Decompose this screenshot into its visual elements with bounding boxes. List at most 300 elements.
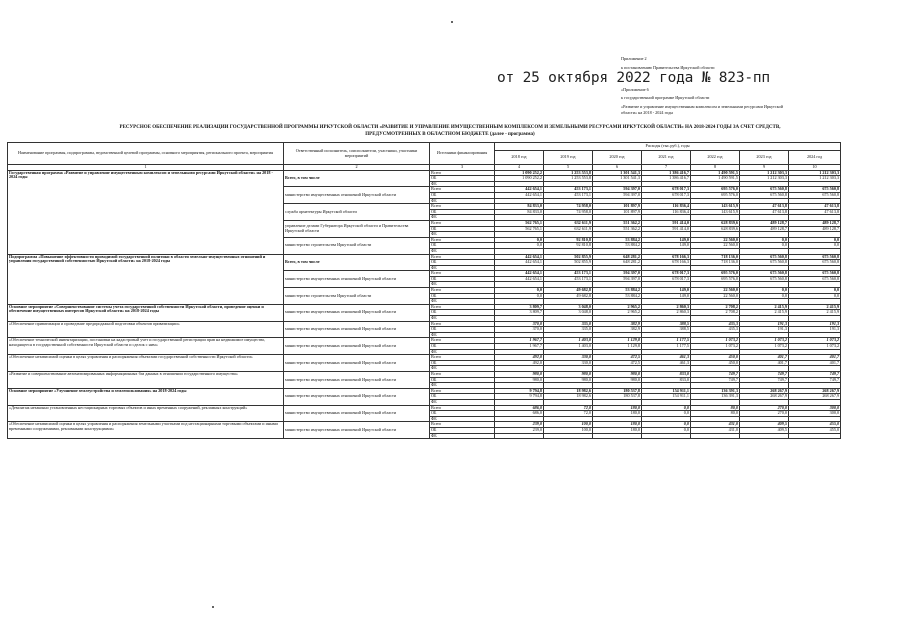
amount-cell: 191,3	[789, 321, 841, 327]
amount-cell: 442 654,1	[495, 187, 544, 193]
amount-cell: 268 267,9	[740, 394, 789, 400]
program-name-cell: Основное мероприятие «Совершенствование системы учета государственной собственности Иркутской области, проведение оценки и обеспечение имущественных интересов Иркутской области» на 2018-2024 годы	[8, 304, 284, 321]
amount-cell: 0,0	[642, 405, 691, 411]
amount-cell: 492,0	[495, 360, 544, 366]
amount-cell: 49 682,8	[544, 293, 593, 299]
amount-cell: 80,0	[691, 405, 740, 411]
amount-cell: 1 386 416,7	[642, 170, 691, 176]
program-name-cell: «Развитие и совершенствование автоматизированных информационных баз данных в отношении государственного имущества»	[8, 371, 284, 388]
resource-table	[7, 142, 841, 439]
executor-cell: министерство имущественных отношений Иркутской области	[284, 187, 430, 204]
amount-cell: 149,0	[642, 237, 691, 243]
amount-cell: 80,0	[691, 411, 740, 417]
executor-cell: Всего, в том числе	[284, 254, 430, 271]
amount-cell	[544, 433, 593, 439]
amount-cell: 149,0	[642, 293, 691, 299]
amount-cell: 628 839,6	[691, 226, 740, 232]
amount-cell: 442 654,1	[495, 254, 544, 260]
amount-cell: 143 615,9	[691, 204, 740, 210]
amount-cell: 833,0	[642, 371, 691, 377]
source-cell: ОБ	[430, 394, 495, 400]
amount-cell: 453 173,1	[544, 187, 593, 193]
amount-cell: 718 136,0	[691, 254, 740, 260]
source-cell: ОБ	[430, 377, 495, 383]
amount-cell: 2 965,2	[593, 304, 642, 310]
amount-cell: 442 654,1	[495, 260, 544, 266]
program-name-cell: Подпрограмма «Повышение эффективности проводимой государственной политики в области земельно-имущественных отношений и управления государственной собственностью Иркутской области» на 2018-2024 годы	[8, 254, 284, 304]
amount-cell: 2 415,9	[740, 304, 789, 310]
column-number: 4	[495, 165, 544, 171]
amount-cell: 1 073,2	[740, 344, 789, 350]
amount-cell: 0,0	[642, 422, 691, 428]
executor-cell: министерство имущественных отношений Иркутской области	[284, 321, 430, 338]
executor-cell: Всего, в том числе	[284, 170, 430, 187]
amount-cell: 268 267,9	[740, 388, 789, 394]
amount-cell: 1 253 553,8	[544, 170, 593, 176]
amount-cell: 1 253 553,8	[544, 176, 593, 182]
amount-cell: 718 136,0	[691, 260, 740, 266]
program-name-cell: «Обеспечение технической инвентаризации, постановки на кадастровый учет и государственной регистрации прав на недвижимое имущество, находящееся в государственной собственности Иркутской области и сделок с ним»	[8, 338, 284, 355]
source-cell: Всего	[430, 254, 495, 260]
source-cell: ФБ	[430, 332, 495, 338]
executor-cell: министерство имущественных отношений Иркутской области	[284, 405, 430, 422]
amount-cell: 551 362,2	[593, 226, 642, 232]
amount-cell: 300,0	[789, 411, 841, 417]
amount-cell: 3 048,0	[544, 310, 593, 316]
amount-cell: 628 839,6	[691, 220, 740, 226]
amount-cell: 695 576,0	[691, 187, 740, 193]
amount-cell: 678 166,3	[642, 260, 691, 266]
program-name-line1: «Развитие и управление имущественным комплексом и земельными ресурсами Иркутской	[621, 104, 783, 109]
amount-cell: 53 884,2	[593, 243, 642, 249]
amount-cell: 2 415,9	[740, 310, 789, 316]
amount-cell: 382,9	[593, 321, 642, 327]
source-cell: ОБ	[430, 360, 495, 366]
year-header: 2024 год	[789, 151, 841, 165]
amount-cell: 1 301 541,3	[593, 176, 642, 182]
amount-cell: 1 129,8	[593, 344, 642, 350]
amount-cell	[593, 433, 642, 439]
amount-cell: 191,3	[789, 327, 841, 333]
amount-cell: 401,7	[740, 355, 789, 361]
amount-cell: 980,0	[495, 371, 544, 377]
amount-cell: 1 177,5	[642, 338, 691, 344]
amount-cell: 1 073,2	[691, 338, 740, 344]
amount-cell: 22 560,0	[691, 293, 740, 299]
col-header-source: Источники финансирования	[430, 143, 495, 165]
amount-cell: 833,0	[642, 377, 691, 383]
source-cell: Всего	[430, 237, 495, 243]
column-number: 10	[789, 165, 841, 171]
source-cell: ОБ	[430, 226, 495, 232]
amount-cell: 180,0	[593, 411, 642, 417]
source-cell: ФБ	[430, 366, 495, 372]
source-cell: Всего	[430, 371, 495, 377]
amount-cell: 116 836,4	[642, 204, 691, 210]
amount-cell: 335,0	[544, 321, 593, 327]
amount-cell: 594 397,0	[593, 271, 642, 277]
amount-cell: 401,7	[740, 360, 789, 366]
amount-cell: 3 809,7	[495, 304, 544, 310]
amount-cell: 72,0	[544, 411, 593, 417]
executor-cell: министерство имущественных отношений Иркутской области	[284, 422, 430, 439]
amount-cell: 1 212 303,3	[789, 176, 841, 182]
amount-cell: 435,3	[691, 321, 740, 327]
amount-cell: 749,7	[740, 371, 789, 377]
document-title	[30, 124, 870, 138]
amount-cell: 2 860,3	[642, 310, 691, 316]
amount-cell: 401,7	[789, 360, 841, 366]
amount-cell: 0,0	[740, 243, 789, 249]
amount-cell: 180 537,8	[593, 388, 642, 394]
amount-cell: 270,0	[740, 405, 789, 411]
amount-cell: 489 128,7	[740, 220, 789, 226]
amount-cell: 1 967,7	[495, 338, 544, 344]
amount-cell: 388,5	[642, 321, 691, 327]
scan-speck	[212, 606, 214, 608]
amount-cell: 1 073,2	[789, 338, 841, 344]
column-number: 7	[642, 165, 691, 171]
amount-cell: 191,3	[740, 321, 789, 327]
source-cell: Всего	[430, 405, 495, 411]
amount-cell: 239,0	[495, 427, 544, 433]
source-cell: ФБ	[430, 416, 495, 422]
source-cell: Всего	[430, 422, 495, 428]
amount-cell: 1 073,2	[691, 344, 740, 350]
amount-cell: 749,7	[740, 377, 789, 383]
amount-cell: 47 613,8	[740, 204, 789, 210]
amount-cell: 143 615,9	[691, 209, 740, 215]
amount-cell: 2 415,9	[789, 310, 841, 316]
amount-cell: 695 576,0	[691, 276, 740, 282]
executor-cell: служба архитектуры Иркутской области	[284, 204, 430, 221]
amount-cell: 47 613,8	[789, 204, 841, 210]
amount-cell: 648 281,2	[593, 254, 642, 260]
amount-cell: 1 177,5	[642, 344, 691, 350]
amount-cell: 9 794,8	[495, 388, 544, 394]
amount-cell: 453 173,1	[544, 192, 593, 198]
amount-cell: 330,0	[544, 360, 593, 366]
amount-cell: 180,0	[593, 405, 642, 411]
program-ref-label: к государственной программе Иркутской области	[621, 95, 710, 100]
amount-cell: 268 267,9	[789, 394, 841, 400]
amount-cell: 2 415,9	[789, 304, 841, 310]
source-cell: ФБ	[430, 282, 495, 288]
amount-cell: 1 490 591,5	[691, 176, 740, 182]
source-cell: ФБ	[430, 265, 495, 271]
col-header-expenses: Расходы (тыс.руб.), годы	[495, 143, 841, 151]
amount-cell: 180 537,8	[593, 394, 642, 400]
amount-cell: 0,0	[789, 288, 841, 294]
amount-cell: 47 613,8	[740, 209, 789, 215]
source-cell: ОБ	[430, 192, 495, 198]
amount-cell	[691, 433, 740, 439]
year-header: 2021 год	[642, 151, 691, 165]
amount-cell: 0,0	[495, 243, 544, 249]
program-name-cell: «Обеспечение независимой оценки в целях управления и распоряжения земельными участками под нестационарными торговыми объектами и иными временными сооружениями, рекламными конструкциями»	[8, 422, 284, 439]
source-cell: Всего	[430, 304, 495, 310]
amount-cell: 675 560,8	[740, 254, 789, 260]
amount-cell: 92 810,8	[544, 243, 593, 249]
amount-cell: 686,0	[495, 405, 544, 411]
amount-cell	[740, 433, 789, 439]
year-header: 2018 год	[495, 151, 544, 165]
amount-cell: 84 833,0	[495, 204, 544, 210]
amount-cell: 149,0	[642, 288, 691, 294]
amount-cell: 74 958,0	[544, 209, 593, 215]
source-cell: ОБ	[430, 243, 495, 249]
amount-cell: 678 017,3	[642, 271, 691, 277]
amount-cell: 154 911,1	[642, 394, 691, 400]
column-number: 9	[740, 165, 789, 171]
program-name-cell: «Обеспечение приватизации и проведение предпродажной подготовки объектов приватизации»	[8, 321, 284, 338]
source-cell: ФБ	[430, 198, 495, 204]
amount-cell: 648 281,2	[593, 260, 642, 266]
amount-cell: 370,0	[495, 321, 544, 327]
amount-cell: 562 765,1	[495, 220, 544, 226]
amount-cell: 370,0	[495, 327, 544, 333]
amount-cell: 1 490 591,5	[691, 170, 740, 176]
amount-cell: 489 128,7	[740, 226, 789, 232]
amount-cell: 0,0	[740, 288, 789, 294]
amount-cell: 455,0	[789, 422, 841, 428]
amount-cell: 442 654,1	[495, 276, 544, 282]
column-number: 2	[284, 165, 430, 171]
amount-cell: 0,0	[740, 237, 789, 243]
amount-cell: 551 362,2	[593, 220, 642, 226]
source-cell: ОБ	[430, 260, 495, 266]
source-cell: ФБ	[430, 248, 495, 254]
amount-cell: 84 833,0	[495, 209, 544, 215]
column-number: 3	[430, 165, 495, 171]
amount-cell: 3 809,7	[495, 310, 544, 316]
source-cell: Всего	[430, 187, 495, 193]
amount-cell: 980,0	[593, 377, 642, 383]
source-cell: ФБ	[430, 399, 495, 405]
year-header: 2019 год	[544, 151, 593, 165]
source-cell: ФБ	[430, 433, 495, 439]
column-number: 5	[544, 165, 593, 171]
executor-cell: министерство имущественных отношений Иркутской области	[284, 338, 430, 355]
amount-cell: 678 017,3	[642, 187, 691, 193]
amount-cell: 1 212 303,3	[789, 170, 841, 176]
amount-cell: 0,0	[495, 288, 544, 294]
amount-cell: 22 560,0	[691, 243, 740, 249]
amount-cell: 489 128,7	[789, 226, 841, 232]
amount-cell	[642, 433, 691, 439]
amount-cell: 1 386 416,7	[642, 176, 691, 182]
amount-cell: 2 965,2	[593, 310, 642, 316]
amount-cell: 136 391,3	[691, 394, 740, 400]
amount-cell	[495, 433, 544, 439]
amount-cell: 632 611,9	[544, 226, 593, 232]
amount-cell: 2 708,2	[691, 304, 740, 310]
amount-cell: 409,5	[740, 427, 789, 433]
amount-cell: 0,0	[789, 237, 841, 243]
amount-cell: 594 397,0	[593, 187, 642, 193]
amount-cell: 100,0	[544, 422, 593, 428]
amount-cell: 442 654,1	[495, 192, 544, 198]
amount-cell: 675 560,8	[789, 192, 841, 198]
source-cell: ФБ	[430, 215, 495, 221]
source-cell: Всего	[430, 388, 495, 394]
amount-cell: 1 403,0	[544, 338, 593, 344]
amount-cell: 180,0	[593, 427, 642, 433]
amount-cell: 675 560,8	[789, 260, 841, 266]
source-cell: Всего	[430, 338, 495, 344]
amount-cell: 980,0	[495, 377, 544, 383]
source-cell: ОБ	[430, 209, 495, 215]
amount-cell: 442 654,1	[495, 271, 544, 277]
year-header: 2022 год	[691, 151, 740, 165]
amount-cell: 435,3	[691, 327, 740, 333]
amount-cell: 632 611,9	[544, 220, 593, 226]
appendix-label: Приложение 2	[621, 56, 647, 61]
amount-cell: 49 682,8	[544, 288, 593, 294]
program-name-cell: Основное мероприятие «Улучшение землеустройства и землепользования» на 2018-2024 годы	[8, 388, 284, 405]
amount-cell: 268 267,9	[789, 388, 841, 394]
amount-cell: 431,0	[691, 422, 740, 428]
amount-cell: 461,3	[642, 355, 691, 361]
amount-cell: 1 090 252,2	[495, 170, 544, 176]
amount-cell: 101 897,9	[593, 209, 642, 215]
amount-cell: 594 397,0	[593, 276, 642, 282]
amount-cell: 1 073,2	[789, 344, 841, 350]
executor-cell: министерство имущественных отношений Иркутской области	[284, 371, 430, 388]
amount-cell: 1 301 541,3	[593, 170, 642, 176]
amount-cell: 472,5	[593, 360, 642, 366]
source-cell: ОБ	[430, 293, 495, 299]
amount-cell: 431,0	[691, 427, 740, 433]
amount-cell: 239,0	[495, 422, 544, 428]
amount-cell: 675 560,8	[740, 271, 789, 277]
amount-cell: 300,0	[789, 405, 841, 411]
source-cell: ФБ	[430, 383, 495, 389]
executor-cell: министерство имущественных отношений Иркутской области	[284, 388, 430, 405]
column-number: 8	[691, 165, 740, 171]
source-cell: Всего	[430, 220, 495, 226]
executor-cell: министерство имущественных отношений Иркутской области	[284, 304, 430, 321]
amount-cell: 749,7	[691, 371, 740, 377]
amount-cell: 502 855,9	[544, 254, 593, 260]
amount-cell: 594 397,0	[593, 192, 642, 198]
decree-label: к постановлению Правительства Иркутской области	[621, 65, 715, 70]
amount-cell: 330,0	[544, 355, 593, 361]
executor-cell: министерство строительства Иркутской области	[284, 237, 430, 254]
amount-cell: 382,9	[593, 327, 642, 333]
amount-cell: 270,0	[740, 411, 789, 417]
amount-cell: 409,5	[740, 422, 789, 428]
amount-cell: 749,7	[789, 377, 841, 383]
amount-cell: 401,7	[789, 355, 841, 361]
amount-cell: 678 017,3	[642, 276, 691, 282]
program-name-cell: Государственная программа «Развитие и управление имущественным комплексом и земельными ресурсами Иркутской области» на 2018 - 2024 годы	[8, 170, 284, 254]
amount-cell: 675 560,8	[789, 254, 841, 260]
amount-cell: 74 958,0	[544, 204, 593, 210]
source-cell: ОБ	[430, 327, 495, 333]
amount-cell: 675 560,8	[740, 260, 789, 266]
appendix6-label: «Приложение 6	[621, 87, 649, 92]
column-number: 6	[593, 165, 642, 171]
amount-cell: 18 982,6	[544, 394, 593, 400]
source-cell: ОБ	[430, 276, 495, 282]
year-header: 2023 год	[740, 151, 789, 165]
executor-cell: министерство имущественных отношений Иркутской области	[284, 271, 430, 288]
amount-cell: 0,0	[642, 427, 691, 433]
amount-cell: 472,5	[593, 355, 642, 361]
col-header-name: Наименование программы, подпрограммы, ведомственной целевой программы, основного мероприятия, регионального проекта, мероприятия	[8, 143, 284, 165]
amount-cell: 3 048,0	[544, 304, 593, 310]
title-line1: РЕСУРСНОЕ ОБЕСПЕЧЕНИЕ РЕАЛИЗАЦИИ ГОСУДАРСТВЕННОЙ ПРОГРАММЫ ИРКУТСКОЙ ОБЛАСТИ «РАЗВИТИЕ И УПРАВЛЕНИЕ ИМУЩЕСТВЕННЫМ КОМПЛЕКСОМ И ЗЕМЕЛЬНЫМИ РЕСУРСАМИ ИРКУТСКОЙ ОБЛАСТИ» НА 2018-2024 ГОДЫ ЗА СЧЕТ СРЕДСТВ,	[119, 125, 781, 130]
amount-cell: 72,0	[544, 405, 593, 411]
program-name-line2: области» на 2018 - 2024 годы	[621, 110, 674, 115]
source-cell: ОБ	[430, 427, 495, 433]
source-cell: ФБ	[430, 349, 495, 355]
amount-cell	[789, 433, 841, 439]
decree-date-stamp: от 25 октября 2022 года № 823-пп	[497, 70, 770, 86]
amount-cell: 1 073,2	[740, 338, 789, 344]
amount-cell: 100,0	[544, 427, 593, 433]
executor-cell: управление делами Губернатора Иркутской области и Правительства Иркутской области	[284, 220, 430, 237]
amount-cell: 1 212 303,3	[740, 176, 789, 182]
amount-cell: 1 967,7	[495, 344, 544, 350]
amount-cell: 0,0	[789, 293, 841, 299]
amount-cell: 675 560,8	[789, 276, 841, 282]
amount-cell: 101 897,9	[593, 204, 642, 210]
amount-cell: 191,3	[740, 327, 789, 333]
source-cell: ФБ	[430, 299, 495, 305]
amount-cell: 980,0	[593, 371, 642, 377]
amount-cell: 9 794,8	[495, 394, 544, 400]
amount-cell: 53 884,2	[593, 237, 642, 243]
amount-cell: 695 576,0	[691, 271, 740, 277]
col-header-executor: Ответственный исполнитель, соисполнители, участники, участники мероприятий	[284, 143, 430, 165]
source-cell: ОБ	[430, 176, 495, 182]
year-header: 2020 год	[593, 151, 642, 165]
amount-cell: 136 391,3	[691, 388, 740, 394]
program-name-cell: «Обеспечение независимой оценки в целях управления и распоряжения объектами государственной собственности Иркутской области»	[8, 355, 284, 372]
amount-cell: 675 560,8	[789, 271, 841, 277]
source-cell: ОБ	[430, 411, 495, 417]
amount-cell: 2 860,3	[642, 304, 691, 310]
amount-cell: 980,0	[544, 371, 593, 377]
source-cell: Всего	[430, 204, 495, 210]
source-cell: Всего	[430, 288, 495, 294]
source-cell: ФБ	[430, 181, 495, 187]
amount-cell: 749,7	[789, 371, 841, 377]
amount-cell: 1 129,8	[593, 338, 642, 344]
amount-cell: 53 884,2	[593, 293, 642, 299]
amount-cell: 149,0	[642, 243, 691, 249]
amount-cell: 450,0	[691, 355, 740, 361]
amount-cell: 0,0	[642, 411, 691, 417]
amount-cell: 1 090 252,2	[495, 176, 544, 182]
amount-cell: 455,0	[789, 427, 841, 433]
amount-cell: 591 414,0	[642, 220, 691, 226]
executor-cell: министерство имущественных отношений Иркутской области	[284, 355, 430, 372]
column-number: 1	[8, 165, 284, 171]
amount-cell: 591 414,0	[642, 226, 691, 232]
amount-cell: 453 173,1	[544, 276, 593, 282]
amount-cell: 695 576,0	[691, 192, 740, 198]
amount-cell: 678 017,3	[642, 192, 691, 198]
amount-cell: 0,0	[789, 243, 841, 249]
amount-cell: 1 403,0	[544, 344, 593, 350]
amount-cell: 154 911,1	[642, 388, 691, 394]
amount-cell: 749,7	[691, 377, 740, 383]
source-cell: ФБ	[430, 232, 495, 238]
amount-cell: 47 613,8	[789, 209, 841, 215]
